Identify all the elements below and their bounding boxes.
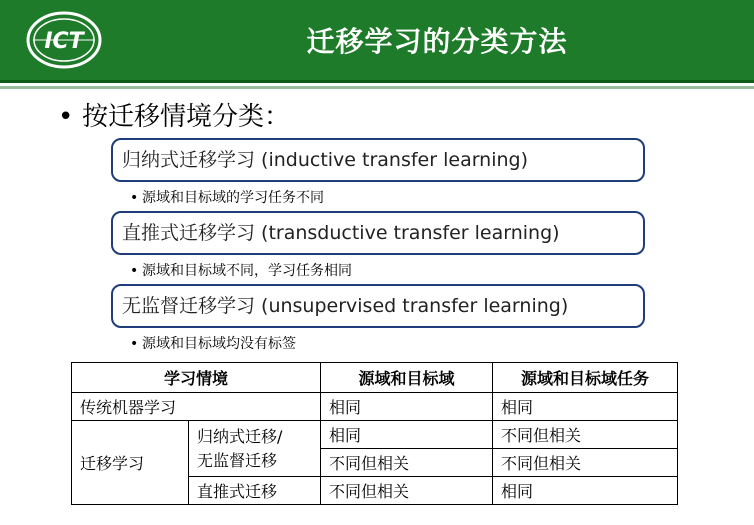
main-bullet-text: 按迁移情境分类： xyxy=(82,102,291,132)
note-text: 源域和目标域均没有标签 xyxy=(142,336,296,352)
comparison-table xyxy=(71,362,678,505)
table-row xyxy=(72,393,678,421)
table-row xyxy=(72,421,678,449)
header-domain: 源域和目标域 xyxy=(321,363,493,393)
category-inductive: 归纳式迁移学习 (inductive transfer learning) xyxy=(111,138,645,182)
cell-domain: 相同 xyxy=(321,393,493,421)
bullet-icon: • xyxy=(130,263,139,279)
logo-text: ICT xyxy=(44,29,84,54)
category-note-inductive xyxy=(130,187,324,207)
table-header-row xyxy=(72,363,678,393)
category-transductive: 直推式迁移学习 (transductive transfer learning) xyxy=(111,211,645,255)
ict-logo xyxy=(25,10,103,70)
category-note-transductive xyxy=(130,260,352,280)
category-unsupervised: 无监督迁移学习 (unsupervised transfer learning) xyxy=(111,284,645,328)
cell-task: 相同 xyxy=(493,393,678,421)
header-task: 源域和目标域任务 xyxy=(493,363,678,393)
note-text: 源域和目标域的学习任务不同 xyxy=(142,190,324,206)
cell-line: 归纳式迁移/ xyxy=(197,426,283,446)
bullet-icon: • xyxy=(130,336,139,352)
cell-task: 相同 xyxy=(493,477,678,505)
cell-domain: 相同 xyxy=(321,421,493,449)
cell-transductive: 直推式迁移 xyxy=(189,477,321,505)
category-note-unsupervised xyxy=(130,333,296,353)
cell-domain: 不同但相关 xyxy=(321,449,493,477)
note-text: 源域和目标域不同，学习任务相同 xyxy=(142,263,352,279)
cell-inductive-unsupervised xyxy=(189,421,321,477)
cell-transfer-learning: 迁移学习 xyxy=(72,421,189,505)
slide-header xyxy=(0,0,754,83)
cell-task: 不同但相关 xyxy=(493,421,678,449)
header-divider xyxy=(0,86,754,89)
main-bullet xyxy=(58,96,290,133)
cell-traditional: 传统机器学习 xyxy=(72,393,321,421)
header-situation: 学习情境 xyxy=(72,363,321,393)
cell-task: 不同但相关 xyxy=(493,449,678,477)
bullet-icon: • xyxy=(58,102,74,132)
cell-domain: 不同但相关 xyxy=(321,477,493,505)
bullet-icon: • xyxy=(130,190,139,206)
page-title: 迁移学习的分类方法 xyxy=(306,25,568,58)
cell-line: 无监督迁移 xyxy=(197,450,278,470)
